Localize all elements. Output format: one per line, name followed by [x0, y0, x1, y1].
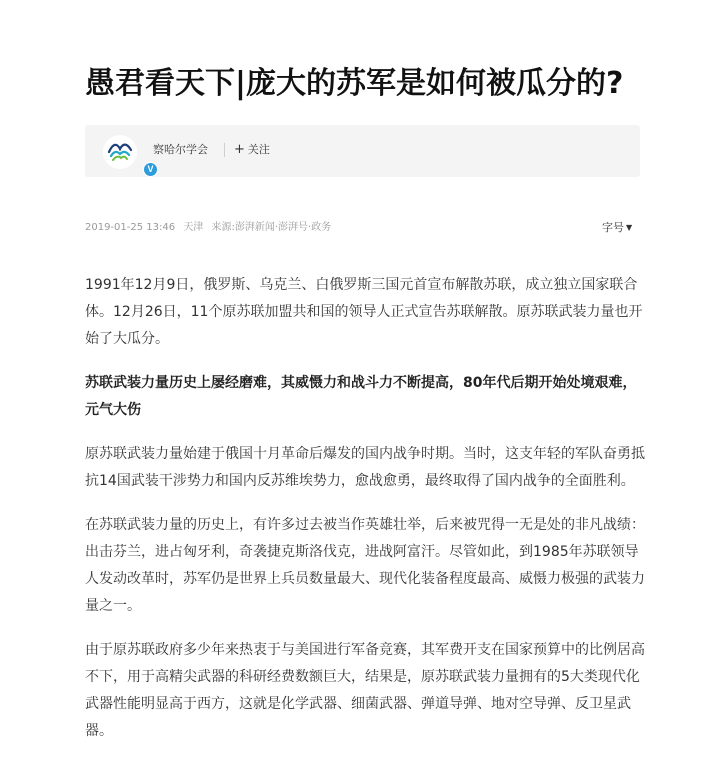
source-name: 澎湃新闻·澎湃号·政务 — [234, 222, 332, 233]
author-card — [85, 125, 640, 177]
paragraph-3: 在苏联武装力量的历史上，有许多过去被当作英雄壮举，后来被咒得一无是处的非凡战绩：出击芬兰，进占匈牙利，奇袭捷克斯洛伐克，进战阿富汗。尽管如此，到1985年苏联领导人发动改革时，苏军仍是世界上兵员数量最大、现代化装备程度最高、威慑力极强的武装力量之一。 — [85, 517, 645, 614]
source-prefix: 来源: — [211, 222, 235, 233]
section-subheading: 苏联武装力量历史上屡经磨难，其威慑力和战斗力不断提高，80年代后期开始处境艰难，元气大伤 — [85, 375, 637, 418]
plus-icon: + — [234, 142, 245, 157]
follow-label: 关注 — [247, 143, 270, 156]
paragraph-2: 原苏联武装力量始建于俄国十月革命后爆发的国内战争时期。当时，这支年轻的军队奋勇抵抗14国武装干涉势力和国内反苏维埃势力，愈战愈勇，最终取得了国内战争的全面胜利。 — [85, 446, 645, 489]
follow-button[interactable] — [234, 140, 270, 160]
paragraph-4: 由于原苏联政府多少年来热衷于与美国进行军备竞赛，其军费开支在国家预算中的比例居高不下，用于高精尖武器的科研经费数额巨大，结果是，原苏联武装力量拥有的5大类现代化武器性能明显高于西方，这就是化学武器、细菌武器、弹道导弹、地对空导弹、反卫星武器。 — [85, 642, 645, 739]
author-avatar[interactable] — [103, 135, 154, 174]
font-size-label: 字号 — [602, 221, 624, 234]
article-title: 愚君看天下|庞大的苏军是如何被瓜分的? — [85, 66, 624, 101]
verified-badge-icon: V — [143, 162, 158, 177]
author-name[interactable]: 察哈尔学会 — [153, 143, 208, 156]
publish-datetime: 2019-01-25 13:46 — [85, 222, 176, 233]
caret-down-icon: ▼ — [626, 223, 633, 232]
article-meta — [85, 220, 336, 236]
article-body — [85, 272, 645, 762]
paragraph-1: 1991年12月9日，俄罗斯、乌克兰、白俄罗斯三国元首宣布解散苏联，成立独立国家联合体。12月26日，11个原苏联加盟共和国的领导人正式宣告苏联解散。原苏联武装力量也开始了大瓜分。 — [85, 277, 643, 347]
publish-location: 天津 — [183, 222, 204, 233]
author-logo-icon — [103, 135, 137, 169]
author-divider — [224, 143, 225, 157]
font-size-dropdown[interactable] — [602, 220, 632, 236]
